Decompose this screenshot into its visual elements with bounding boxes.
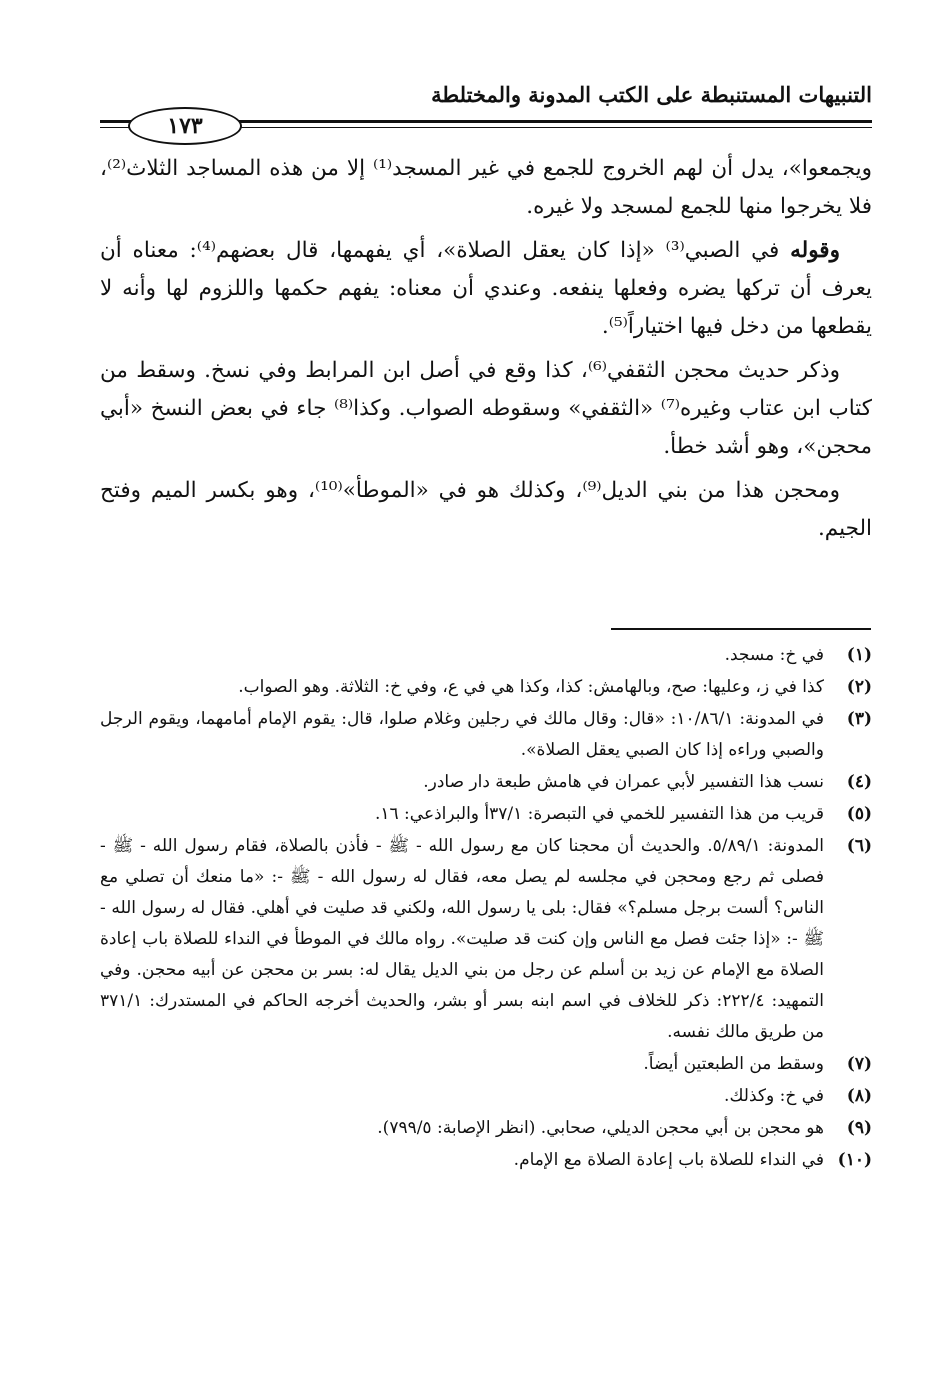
footnote bbox=[100, 672, 872, 703]
footnote-text: كذا في ز، وعليها: صح، وبالهامش: كذا، وكذا هي في ع، وفي خ: الثلاثة. وهو الصواب. bbox=[238, 677, 824, 697]
footnote bbox=[100, 1145, 872, 1176]
footnote-number: (٥) bbox=[846, 804, 872, 824]
footnote-number: (٩) bbox=[846, 1118, 872, 1138]
paragraph-text: وذكر حديث محجن الثقفي⁽⁶⁾، كذا وقع في أصل ابن المرابط وفي نسخ. وسقط من كتاب ابن عتاب وغيره⁽⁷⁾ «الثقفي» وسقوطه الصواب. وكذا⁽⁸⁾ جاء في بعض النسخ «أبي محجن»، وهو أشد خطأ. bbox=[100, 358, 873, 459]
footnotes bbox=[100, 640, 872, 1177]
main-text bbox=[100, 150, 872, 554]
footnote-number: (٤) bbox=[846, 772, 872, 792]
footnote-text: في خ: وكذلك. bbox=[724, 1086, 824, 1106]
paragraph-text: في الصبي⁽³⁾ «إذا كان يعقل الصلاة»، أي يفهمها، قال بعضهم⁽⁴⁾: معناه أن يعرف أن تركها يضره وفعلها ينفعه. وعندي أن معناه: يفهم حكمها واللزوم لها وأنه لا يقطعها من دخل فيها اختياراً⁽⁵⁾. bbox=[100, 238, 872, 339]
footnote-text: نسب هذا التفسير لأبي عمران في هامش طبعة دار صادر. bbox=[423, 772, 824, 792]
paragraph-text: ومحجن هذا من بني الديل⁽⁹⁾، وكذلك هو في «الموطأ»⁽¹⁰⁾، وهو بكسر الميم وفتح الجيم. bbox=[100, 478, 872, 541]
footnote-text: وسقط من الطبعتين أيضاً. bbox=[643, 1054, 824, 1074]
paragraph-lead: وقوله bbox=[790, 238, 840, 263]
body-paragraph bbox=[100, 472, 872, 548]
footnote-number: (٨) bbox=[846, 1086, 872, 1106]
footnote-number: (١٠) bbox=[837, 1150, 872, 1170]
footnote-number: (٧) bbox=[846, 1054, 872, 1074]
footnote-number: (٣) bbox=[846, 709, 872, 729]
footnote-text: في خ: مسجد. bbox=[724, 645, 824, 665]
page-number: ١٧٣ bbox=[167, 113, 203, 139]
page-number-oval bbox=[128, 107, 242, 145]
footnote bbox=[100, 1049, 872, 1080]
running-title: التنبيهات المستنبطة على الكتب المدونة والمختلطة bbox=[431, 82, 872, 107]
body-paragraph bbox=[100, 352, 872, 466]
footnote bbox=[100, 799, 872, 830]
body-paragraph bbox=[100, 150, 872, 226]
footnote bbox=[100, 640, 872, 671]
footnote-divider bbox=[611, 628, 871, 630]
footnote-number: (١) bbox=[846, 645, 872, 665]
footnote-text: المدونة: ٥/٨٩/١. والحديث أن محجنا كان مع رسول الله - ﷺ - فأذن بالصلاة، فقام رسول الله - ﷺ - فصلى ثم رجع ومحجن في مجلسه لم يصل معه، فقال له رسول الله - ﷺ -: «ما منعك أن تصلي مع الناس؟ ألست برجل مسلم؟» فقال: بلى يا رسول الله، ولكني قد صليت في أهلي. فقال له رسول الله - ﷺ -: «إذا جئت فصل مع الناس وإن كنت قد صليت». رواه مالك في الموطأ في النداء للصلاة باب إعادة الصلاة مع الإمام عن زيد بن أسلم عن رجل من بني الديل يقال له: بسر بن محجن عن أبيه محجن. وفي التمهيد: ٢٢٢/٤: ذكر للخلاف في اسم ابنه بسر أو بشر، والحديث أخرجه الحاكم في المستدرك: ٣٧١/١ من طريق مالك نفسه. bbox=[100, 836, 825, 1042]
footnote-text: في المدونة: ١٠/٨٦/١: «قال: وقال مالك في رجلين وغلام صلوا، قال: يقوم الإمام أمامهما، ويقوم الرجل والصبي وراءه إذا كان الصبي يعقل الصلاة». bbox=[100, 709, 824, 760]
footnote bbox=[100, 704, 872, 766]
footnote-text: قريب من هذا التفسير للخمي في التبصرة: ٣٧/١أ والبراذعي: ١٦. bbox=[374, 804, 824, 824]
footnote bbox=[100, 1081, 872, 1112]
paragraph-text: ويجمعوا»، يدل أن لهم الخروج للجمع في غير المسجد⁽¹⁾ إلا من هذه المساجد الثلاث⁽²⁾، فلا يخرجوا منها للجمع لمسجد ولا غيره. bbox=[100, 156, 872, 219]
page-header bbox=[100, 78, 872, 138]
footnote-number: (٦) bbox=[846, 836, 872, 856]
footnote bbox=[100, 1113, 872, 1144]
footnote-number: (٢) bbox=[846, 677, 872, 697]
footnote bbox=[100, 767, 872, 798]
footnote bbox=[100, 831, 872, 1048]
footnote-text: هو محجن بن أبي محجن الديلي، صحابي. (انظر الإصابة: ٧٩٩/٥). bbox=[377, 1118, 824, 1138]
footnote-text: في النداء للصلاة باب إعادة الصلاة مع الإمام. bbox=[513, 1150, 824, 1170]
body-paragraph bbox=[100, 232, 872, 346]
